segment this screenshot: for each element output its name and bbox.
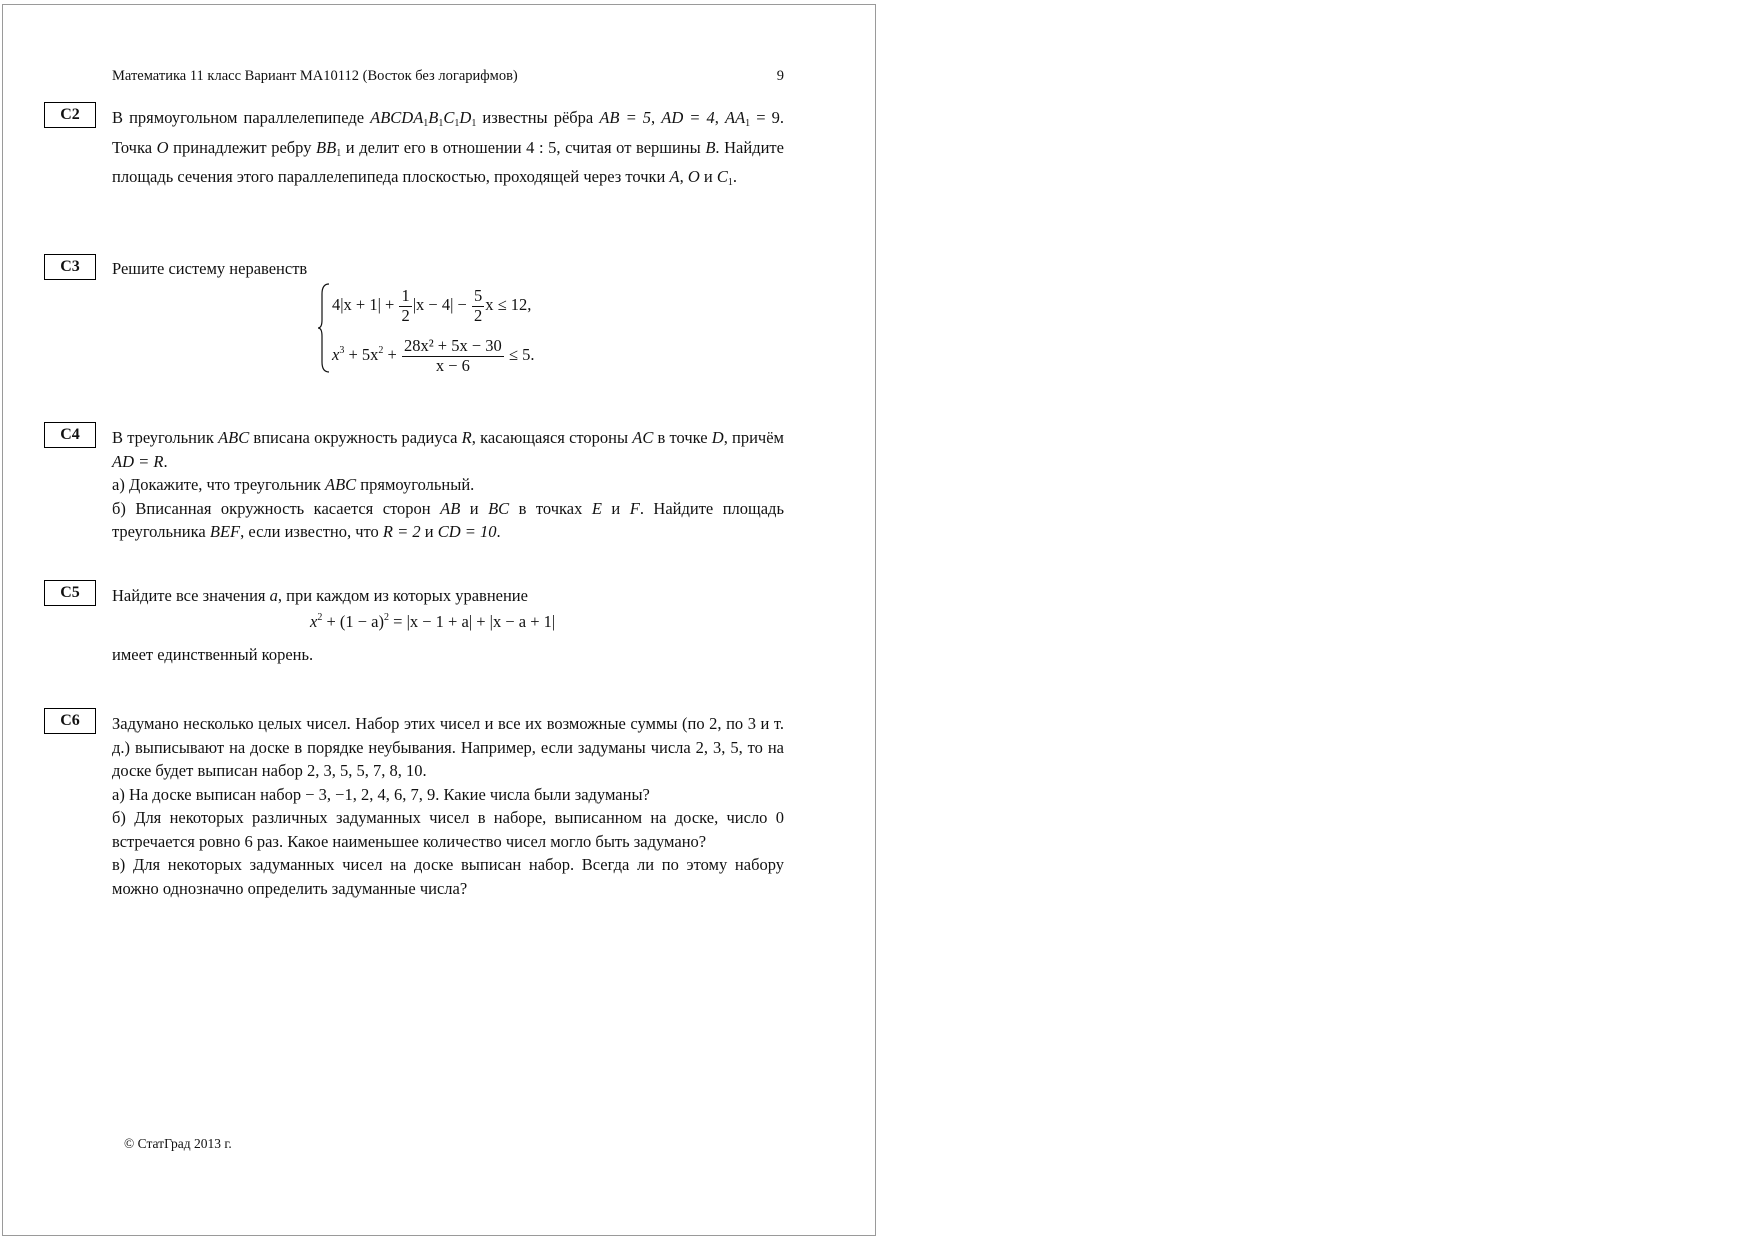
task-label-c5: C5 (44, 580, 96, 606)
system-brace (318, 282, 332, 374)
task-label-c4: C4 (44, 422, 96, 448)
task-c6-paragraph-3: б) Для некоторых различных задуманных чисел в наборе, выписанном на доске, число 0 встречается ровно 6 раз. Какое наименьшее количество чисел могло быть задумано? (112, 808, 784, 851)
task-label-c2: C2 (44, 102, 96, 128)
page-header (112, 68, 784, 88)
inequality-row-2: $x^3 + 5x^2$ + $\frac{\text{28x² + 5x − 30}}{x - 6}$ ≤ 5. (332, 336, 535, 375)
task-label-c6: C6 (44, 708, 96, 734)
task-c5-equation: $x^2 + (1 - a)^2 = |x - 1 + a| + |x - a + 1|$ (310, 612, 556, 631)
task-c2-text: В прямоугольном параллелепипеде $ABCDA_1B_1C_1D_1$ известны рёбра AB = 5, AD = 4, $AA_1 = 9$. Точка O принадлежит ребру $BB_1$ и делит его в отношении 4 : 5, считая от вершины B. Найдите площадь сечения этого параллелепипеда плоскостью, проходящей через точки A, O и $C_1$. (112, 108, 784, 188)
header-title: Математика 11 класс Вариант МА10112 (Восток без логарифмов) (112, 68, 518, 84)
task-c4-text: В треугольник ABC вписана окружность радиуса R, касающаяся стороны AC в точке D, причём AD = R. а) Докажите, что треугольник ABC прямоугольный. б) Вписанная окружность касается сторон AB и BC в точках E и F. Найдите площадь треугольника BEF, если известно, что R = 2 и CD = 10. (112, 428, 784, 541)
task-c5-intro: Найдите все значения a, при каждом из которых уравнение (112, 586, 528, 605)
task-c3-intro: Решите систему неравенств (112, 259, 308, 278)
page-number: 9 (776, 68, 784, 84)
task-c6-paragraph-4: в) Для некоторых задуманных чисел на доске выписан набор. Всегда ли по этому набору можно однозначно определить задуманные числа? (112, 855, 784, 898)
copyright-footer: © СтатГрад 2013 г. (124, 1136, 232, 1151)
task-c6-paragraph-1: Задумано несколько целых чисел. Набор этих чисел и все их возможные суммы (по 2, по 3 и т. д.) выписывают на доске в порядке неубывания. Например, если задуманы числа 2, 3, 5, то на доске будет выписан набор 2, 3, 5, 5, 7, 8, 10. (112, 714, 784, 780)
task-label-c3: C3 (44, 254, 96, 280)
inequality-row-1: 4|x + 1| + $\frac{1}{2}$ |x − 4| − $\frac{5}{2}$ x ≤ 12, (332, 286, 532, 325)
task-c6-paragraph-2: а) На доске выписан набор − 3, −1, 2, 4, 6, 7, 9. Какие числа были задуманы? (112, 784, 650, 804)
task-c5-outro: имеет единственный корень. (112, 645, 314, 664)
task-c6-text (112, 712, 784, 900)
